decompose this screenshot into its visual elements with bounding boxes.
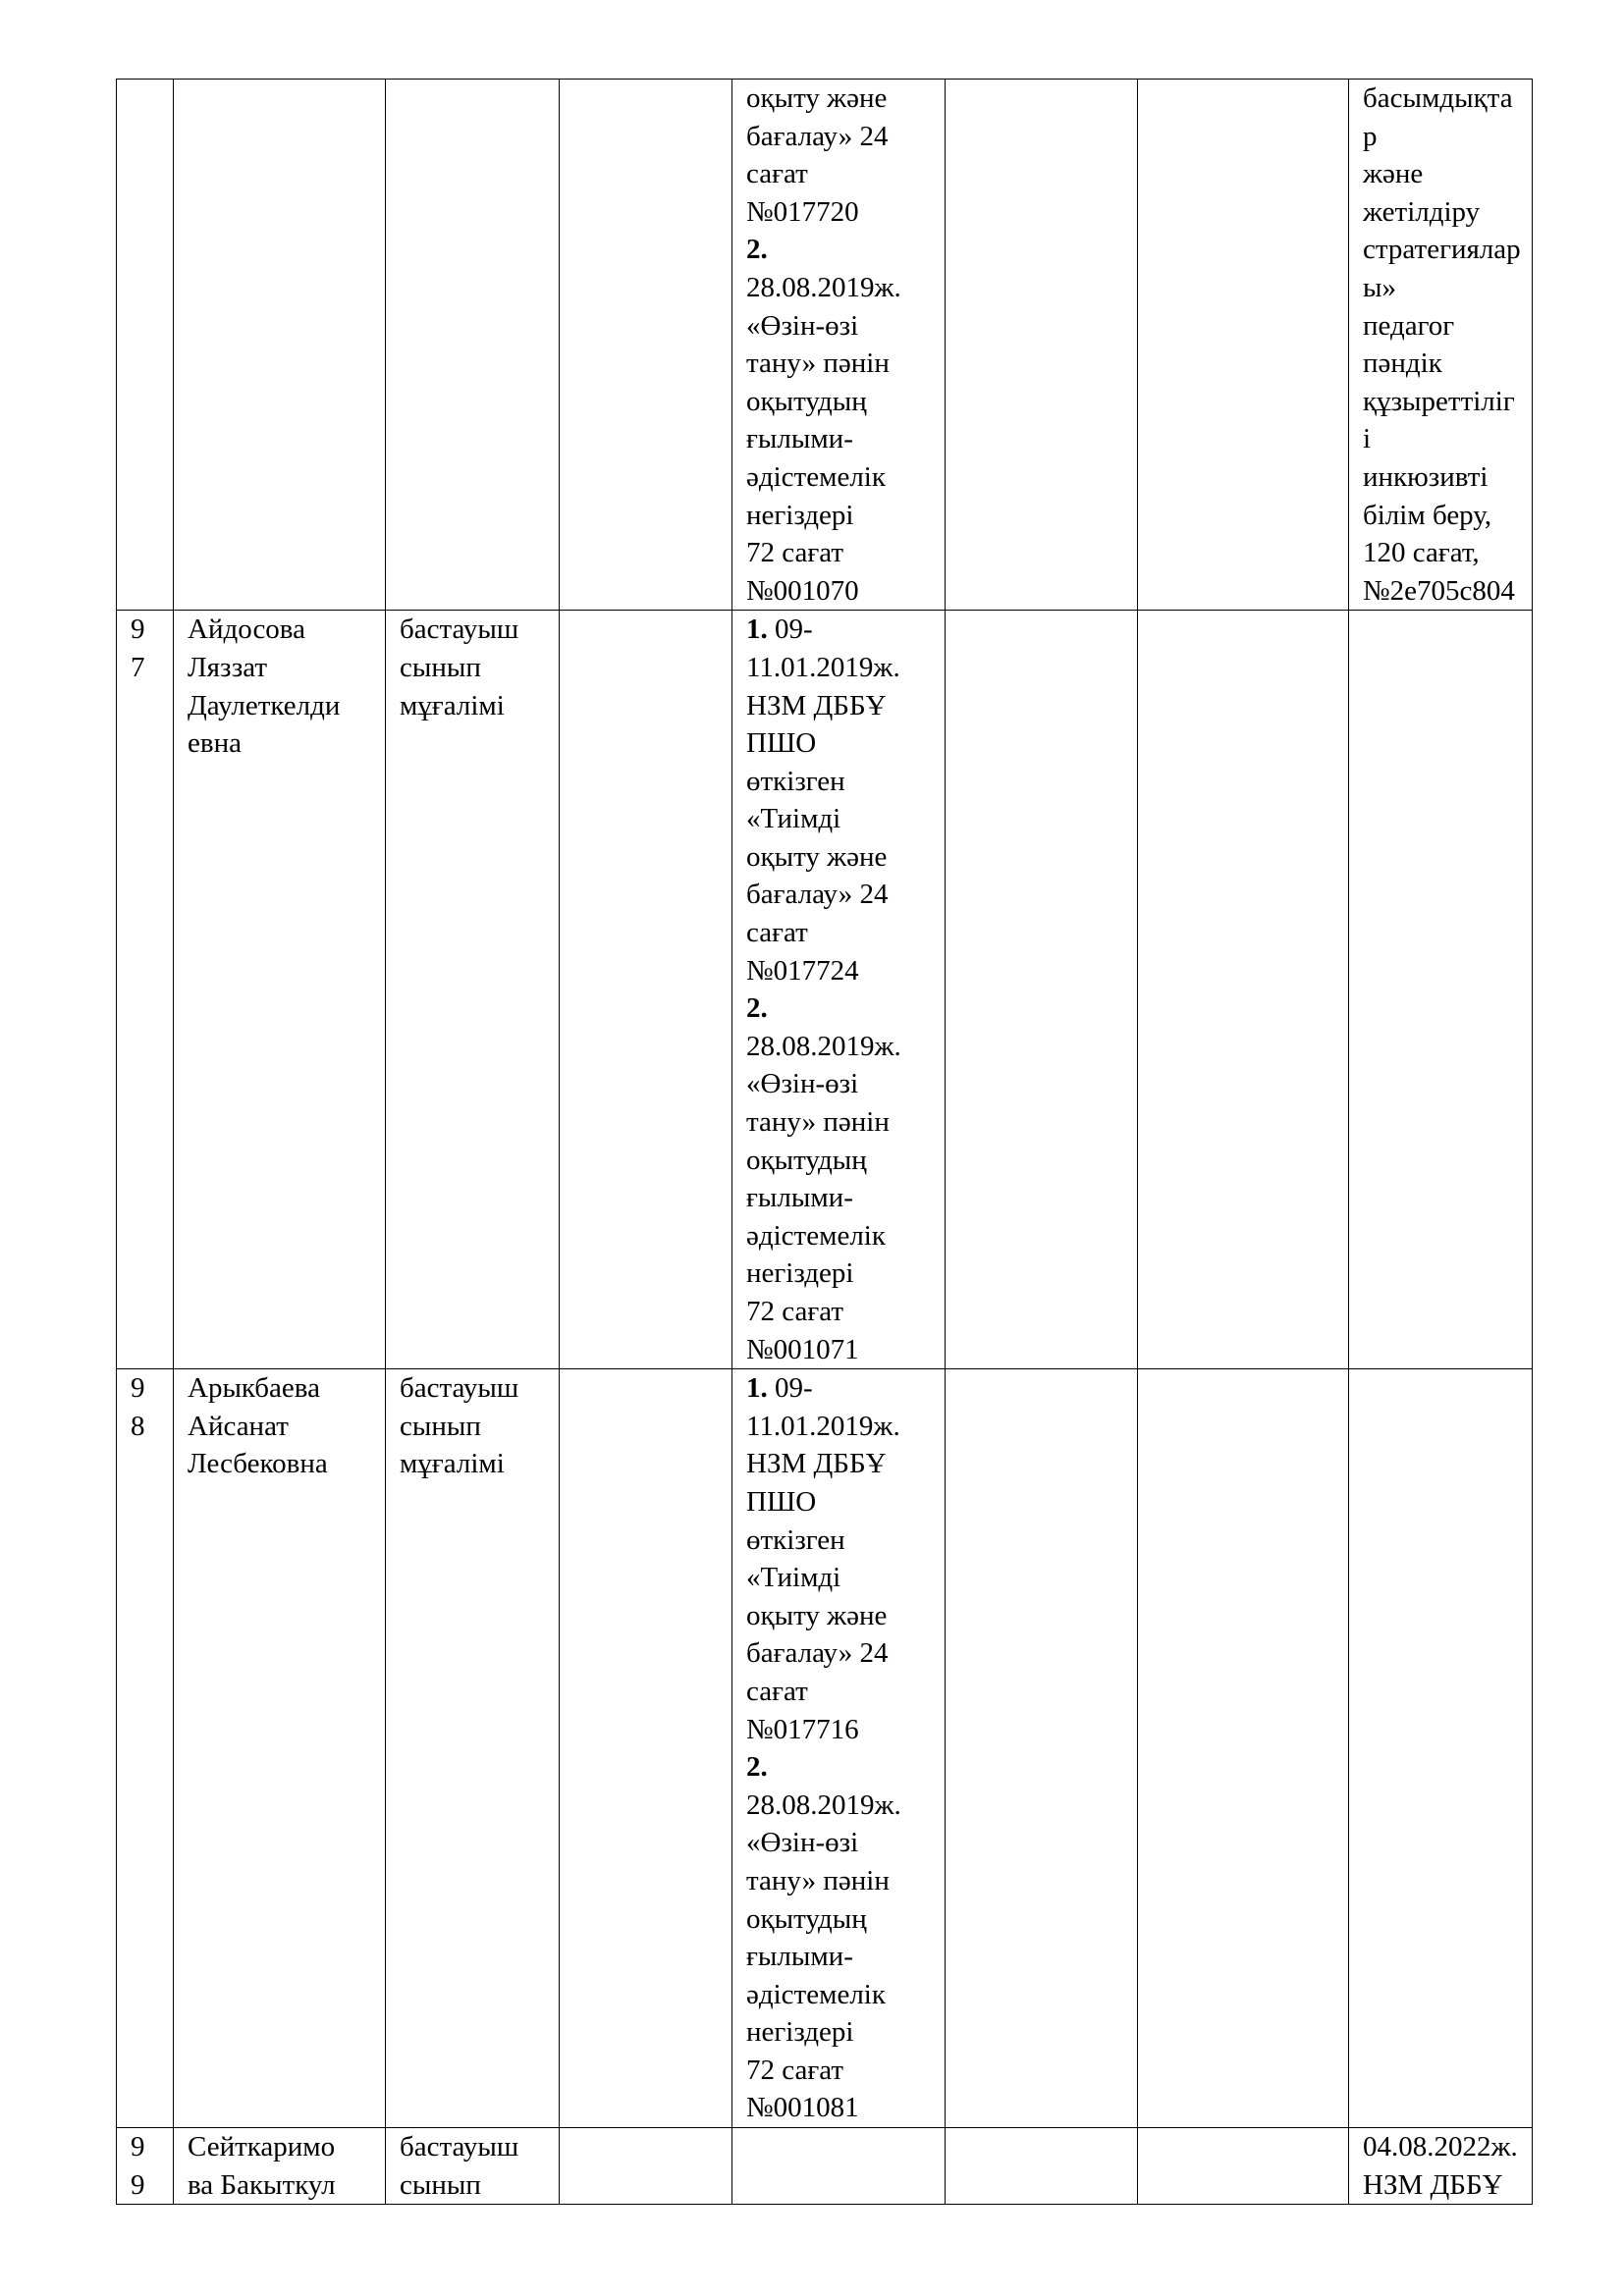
row-number-cell xyxy=(117,1369,174,2128)
empty-cell xyxy=(1138,611,1349,1369)
row-number-line: 9 xyxy=(131,2131,145,2163)
course-number xyxy=(746,611,935,649)
course-line: тану» пәнін xyxy=(746,347,890,380)
row-number-line: 7 xyxy=(131,651,145,683)
additional-training-cell xyxy=(1349,1369,1533,2128)
course-line: бағалау» 24 xyxy=(746,1637,889,1670)
course-line: ғылыми- xyxy=(746,1182,853,1214)
course-line: бағалау» 24 xyxy=(746,120,889,152)
empty-cell xyxy=(1138,2128,1349,2205)
course-index: 2. xyxy=(746,234,768,266)
position-line: сынып xyxy=(400,2168,481,2201)
course-line: ПШО xyxy=(746,727,817,760)
row-number-cell xyxy=(117,611,174,1369)
courses-cell xyxy=(732,611,946,1369)
course-number xyxy=(746,989,935,1028)
course-line: оқытудың xyxy=(746,1902,867,1935)
teacher-name-line: Сейткаримо xyxy=(188,2131,336,2163)
table-row xyxy=(117,611,1533,1369)
course-line: негіздері xyxy=(746,2016,854,2049)
table-row xyxy=(117,1369,1533,2128)
position-line: бастауыш xyxy=(400,614,519,646)
teacher-name-line: евна xyxy=(188,727,242,760)
course-date-start: 09- xyxy=(767,614,813,646)
course-line: 28.08.2019ж. xyxy=(746,1789,901,1821)
position-cell xyxy=(386,611,560,1369)
position-line: бастауыш xyxy=(400,1372,519,1405)
course-line: «Тиімді xyxy=(746,803,841,835)
row-number-cell xyxy=(117,2128,174,2205)
course-line: НЗМ ДББҰ xyxy=(746,689,887,721)
course-index: 2. xyxy=(746,992,768,1025)
course-line: өткізген xyxy=(746,765,845,797)
course-line: «Өзін-өзі xyxy=(746,309,859,342)
course-line: №001070 xyxy=(746,574,859,607)
teacher-name-cell xyxy=(174,611,386,1369)
courses-cell xyxy=(732,1369,946,2128)
course-line: №001071 xyxy=(746,1333,859,1365)
course-line: 11.01.2019ж. xyxy=(746,1410,900,1442)
course-line: сағат xyxy=(746,1675,808,1707)
course-line: «Өзін-өзі xyxy=(746,1068,859,1100)
additional-training-line: және жетілдіру xyxy=(1363,158,1481,228)
course-date-start: 09- xyxy=(767,1372,813,1405)
courses-cell xyxy=(732,80,946,611)
teacher-name-cell xyxy=(174,80,386,611)
position-cell xyxy=(386,80,560,611)
row-number-line: 8 xyxy=(131,1410,145,1442)
teacher-name-line: Даулеткелди xyxy=(188,689,341,721)
course-line: тану» пәнін xyxy=(746,1864,890,1896)
staff-training-table xyxy=(116,79,1533,2205)
course-number xyxy=(746,1369,935,1408)
course-line: 72 сағат xyxy=(746,537,844,569)
teacher-name-cell xyxy=(174,2128,386,2205)
course-line: «Өзін-өзі xyxy=(746,1827,859,1859)
course-line: «Тиімді xyxy=(746,1562,841,1594)
course-number xyxy=(746,231,935,269)
position-line: бастауыш xyxy=(400,2131,519,2163)
position-line: мұғалімі xyxy=(400,689,505,721)
course-line: оқытудың xyxy=(746,385,867,417)
row-number-cell xyxy=(117,80,174,611)
course-line: сағат xyxy=(746,917,808,949)
course-line: оқытудың xyxy=(746,1144,867,1176)
teacher-name-line: ва Бакыткул xyxy=(188,2168,336,2201)
empty-cell xyxy=(560,611,732,1369)
course-line: №017716 xyxy=(746,1713,859,1745)
row-number-line: 9 xyxy=(131,2168,145,2201)
document-page xyxy=(116,79,1532,2205)
course-line: 11.01.2019ж. xyxy=(746,651,900,683)
course-number xyxy=(746,1748,935,1787)
additional-training-line: басымдықтар xyxy=(1363,82,1513,152)
position-line: мұғалімі xyxy=(400,1448,505,1480)
additional-training-cell xyxy=(1349,2128,1533,2205)
course-line: оқыту және xyxy=(746,840,888,873)
empty-cell xyxy=(946,611,1138,1369)
empty-cell xyxy=(946,2128,1138,2205)
position-cell xyxy=(386,2128,560,2205)
row-number-line: 9 xyxy=(131,614,145,646)
empty-cell xyxy=(560,80,732,611)
course-line: ғылыми- xyxy=(746,423,853,455)
additional-training-line: стратегиялары» xyxy=(1363,234,1521,303)
course-line: өткізген xyxy=(746,1523,845,1556)
table-row xyxy=(117,2128,1533,2205)
additional-training-line: 04.08.2022ж. xyxy=(1363,2131,1518,2163)
empty-cell xyxy=(560,2128,732,2205)
empty-cell xyxy=(560,1369,732,2128)
additional-training-cell xyxy=(1349,611,1533,1369)
course-line: ғылыми- xyxy=(746,1941,853,1973)
course-index: 2. xyxy=(746,1751,768,1784)
teacher-name-line: Айдосова xyxy=(188,614,305,646)
additional-training-line: 120 сағат, xyxy=(1363,537,1480,569)
course-line: әдістемелік xyxy=(746,1978,886,2010)
course-line: бағалау» 24 xyxy=(746,879,889,911)
additional-training-cell xyxy=(1349,80,1533,611)
row-number-line: 9 xyxy=(131,1372,145,1405)
teacher-name-line: Айсанат xyxy=(188,1410,289,1442)
additional-training-line: құзыреттілігі xyxy=(1363,385,1515,455)
courses-cell xyxy=(732,2128,946,2205)
position-line: сынып xyxy=(400,651,481,683)
table-row xyxy=(117,80,1533,611)
empty-cell xyxy=(946,80,1138,611)
additional-training-line: инкюзивті xyxy=(1363,460,1489,493)
course-line: 72 сағат xyxy=(746,1296,844,1327)
course-index: 1. xyxy=(746,614,768,646)
course-line: 28.08.2019ж. xyxy=(746,1030,901,1062)
course-line: 28.08.2019ж. xyxy=(746,271,901,303)
teacher-name-line: Лесбековна xyxy=(188,1448,328,1480)
course-line: 72 сағат xyxy=(746,2054,844,2086)
teacher-name-cell xyxy=(174,1369,386,2128)
course-line: оқыту және xyxy=(746,1599,888,1631)
table-body xyxy=(117,80,1533,2205)
additional-training-line: НЗМ ДББҰ xyxy=(1363,2168,1503,2201)
course-line: НЗМ ДББҰ xyxy=(746,1448,887,1480)
teacher-name-line: Ляззат xyxy=(188,651,268,683)
course-line: әдістемелік xyxy=(746,1219,886,1252)
additional-training-line: педагог пәндік xyxy=(1363,309,1455,380)
course-line: негіздері xyxy=(746,499,854,531)
empty-cell xyxy=(1138,1369,1349,2128)
empty-cell xyxy=(1138,80,1349,611)
course-line: №017720 xyxy=(746,195,859,228)
empty-cell xyxy=(946,1369,1138,2128)
additional-training-line: білім беру, xyxy=(1363,499,1492,531)
course-index: 1. xyxy=(746,1372,768,1405)
course-line: сағат xyxy=(746,158,808,190)
position-cell xyxy=(386,1369,560,2128)
teacher-name-line: Арыкбаева xyxy=(188,1372,320,1405)
course-line: тану» пәнін xyxy=(746,1106,890,1139)
position-line: сынып xyxy=(400,1410,481,1442)
course-line: №001081 xyxy=(746,2092,859,2124)
course-line: оқыту және xyxy=(746,82,888,114)
course-line: әдістемелік xyxy=(746,460,886,493)
course-line: ПШО xyxy=(746,1485,817,1518)
course-line: негіздері xyxy=(746,1257,854,1290)
additional-training-line: №2е705с804 xyxy=(1363,574,1515,607)
course-line: №017724 xyxy=(746,954,859,987)
